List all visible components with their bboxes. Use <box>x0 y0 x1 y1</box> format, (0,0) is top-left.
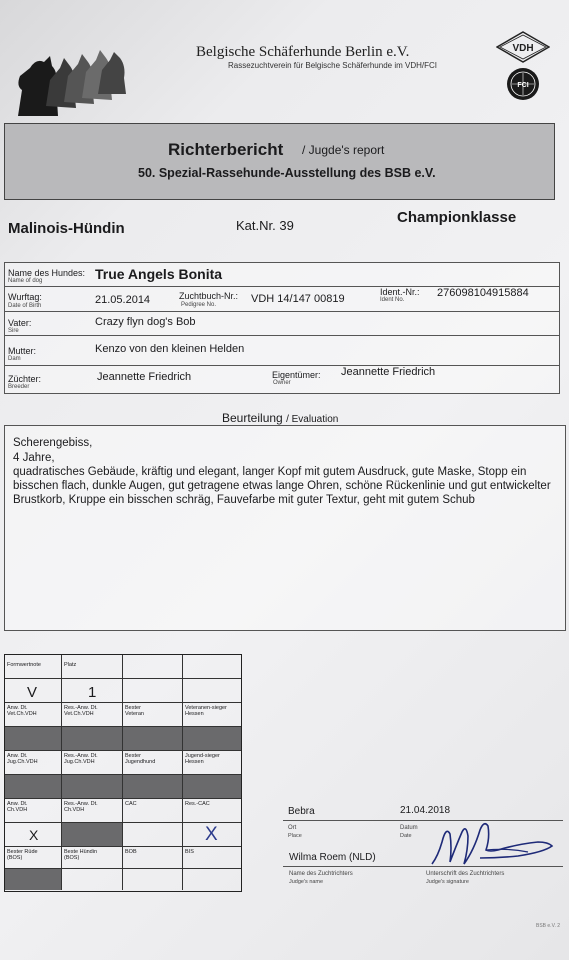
cell-dark <box>183 775 241 799</box>
anw-vet-label: Anw. Dt. Vet.Ch.VDH <box>7 705 37 717</box>
vdh-logo <box>496 31 550 63</box>
cell-dark <box>123 775 183 799</box>
dam-row <box>4 336 560 366</box>
sire-row <box>4 312 560 336</box>
zuchtbuch: VDH 14/147 00819 <box>251 293 345 305</box>
platz: 1 <box>88 684 97 701</box>
cell-empty <box>123 679 183 703</box>
class-label: Championklasse <box>397 209 517 226</box>
mutter: Kenzo von den kleinen Helden <box>95 343 245 355</box>
eigentuemer: Jeannette Friedrich <box>341 366 436 378</box>
cell-empty <box>62 869 123 890</box>
res-cac-label: Res.-CAC <box>185 801 210 807</box>
cell-empty <box>123 869 183 890</box>
res-jug-label: Res.-Anw. Dt. Jug.Ch.VDH <box>64 753 98 765</box>
judge-name-label-en: Judge's name <box>289 879 324 885</box>
res-ch-label: Res.-Anw. Dt. Ch.VDH <box>64 801 98 813</box>
place: Bebra <box>288 806 315 817</box>
evaluation-line: 4 Jahre, <box>13 452 55 464</box>
bob-label: BOB <box>125 849 137 855</box>
evaluation-box <box>4 425 566 631</box>
cell-empty <box>183 655 241 679</box>
org-subtitle: Rassezuchtverein für Belgische Schäferhunde im VDH/FCI <box>228 61 437 70</box>
bester-veteran-label: Bester Veteran <box>125 705 144 717</box>
dog-name: True Angels Bonita <box>95 266 223 282</box>
evaluation-title-de: Beurteilung <box>222 411 283 425</box>
wurftag-label-en: Date of Birth <box>8 303 42 309</box>
cell-empty <box>183 679 241 703</box>
vater-label: Vater: <box>8 318 32 328</box>
ident-label-en: Ident No. <box>380 297 405 303</box>
platz-label: Platz <box>64 662 77 668</box>
zuchtbuch-label: Zuchtbuch-Nr.: <box>179 291 239 301</box>
dogs-logo <box>6 28 128 118</box>
datum-label: Datum <box>400 825 418 831</box>
judge-signature <box>428 812 558 872</box>
fci-logo <box>506 67 540 101</box>
cell-platz-label <box>62 655 123 679</box>
zuechter-label-en: Breeder <box>8 384 30 390</box>
veteranensieger-label: Veteranen-sieger Hessen <box>185 705 227 717</box>
cell-res-vet <box>62 703 123 727</box>
dog-name-row <box>4 262 560 287</box>
cell-jugendsieger <box>183 751 241 775</box>
cell-formwertnote <box>5 679 62 703</box>
ident-label: Ident.-Nr.: <box>380 287 420 297</box>
ident: 276098104915884 <box>437 287 529 299</box>
cell-anw-ch <box>5 799 62 823</box>
org-name: Belgische Schäferhunde Berlin e.V. <box>196 44 410 60</box>
cell-platz <box>62 679 123 703</box>
zuechter: Jeannette Friedrich <box>97 371 192 383</box>
anw-ch-label: Anw. Dt. Ch.VDH <box>7 801 28 813</box>
cell-dark <box>5 727 62 751</box>
cell-anw-vet <box>5 703 62 727</box>
bis-label: BIS <box>185 849 194 855</box>
breeder-row <box>4 366 560 394</box>
mutter-label: Mutter: <box>8 346 37 356</box>
evaluation-line: quadratisches Gebäude, kräftig und elegant, langer Kopf mit gutem Ausdruck, gute Maske, Stopp ein <box>13 466 527 478</box>
title-main: Richterbericht <box>168 140 284 159</box>
eigentuemer-label-en: Owner <box>273 380 291 386</box>
cell-empty <box>123 655 183 679</box>
cell-cac-mark <box>123 823 183 847</box>
evaluation-title-en: / Evaluation <box>286 414 339 425</box>
cell-bester-ruede <box>5 847 62 869</box>
cell-veteranensieger <box>183 703 241 727</box>
bester-ruede-label: Bester Rüde (BOS) <box>7 849 38 861</box>
title-report: / Jugde's report <box>302 143 385 157</box>
evaluation-line: Brustkorb, Kruppe ein bisschen schräg, Fauvefarbe mit guter Textur, geht mit gutem Schub <box>13 494 475 506</box>
wurftag-label: Wurftag: <box>8 292 42 302</box>
cell-dark <box>5 869 62 890</box>
wurftag: 21.05.2014 <box>95 294 151 306</box>
grade-grid <box>4 654 242 892</box>
birth-row <box>4 287 560 312</box>
cell-dark <box>62 775 123 799</box>
cell-beste-huendin <box>62 847 123 869</box>
cell-dark <box>5 775 62 799</box>
res-cac-mark: X <box>205 824 218 845</box>
cell-bis <box>183 847 241 869</box>
cell-anw-jug <box>5 751 62 775</box>
footer-note: BSB e.V. 2 <box>536 923 560 929</box>
res-vet-label: Res.-Anw. Dt. Vet.Ch.VDH <box>64 705 98 717</box>
vater: Crazy flyn dog's Bob <box>95 316 196 328</box>
zuechter-label: Züchter: <box>8 374 42 384</box>
date: 21.04.2018 <box>400 805 451 816</box>
ort-label-en: Place <box>288 833 302 839</box>
cell-res-jug <box>62 751 123 775</box>
cell-bester-veteran <box>123 703 183 727</box>
signature-label: Unterschrift des Zuchtrichters <box>426 871 505 877</box>
cell-res-cac-mark <box>183 823 241 847</box>
cell-anw-ch-mark <box>5 823 62 847</box>
cell-empty <box>183 869 241 890</box>
datum-label-en: Date <box>400 833 412 839</box>
vater-label-en: Sire <box>8 328 19 334</box>
cell-cac <box>123 799 183 823</box>
title-box <box>4 123 555 200</box>
bester-jugend-label: Bester Jugendhund <box>125 753 156 765</box>
eigentuemer-label: Eigentümer: <box>272 370 321 380</box>
cell-dark <box>183 727 241 751</box>
judge-name: Wilma Roem (NLD) <box>289 852 376 863</box>
vdh-logo-text: VDH <box>512 43 534 54</box>
fci-logo-text: FCI <box>517 82 529 89</box>
evaluation-title <box>222 411 338 425</box>
cell-bob <box>123 847 183 869</box>
cell-res-cac <box>183 799 241 823</box>
cell-dark <box>62 823 123 847</box>
dog-name-label: Name des Hundes: <box>8 268 86 278</box>
cac-label: CAC <box>125 801 137 807</box>
catalog-number: Kat.Nr. 39 <box>236 218 294 233</box>
anw-ch-mark: X <box>29 827 39 843</box>
breed-label: Malinois-Hündin <box>8 220 125 237</box>
evaluation-line: bisschen flach, dunkle Augen, gut getragene etwas lange Ohren, schöne Rückenlinie und gut entwickelter <box>13 480 551 492</box>
judge-name-label: Name des Zuchtrichters <box>289 871 353 877</box>
formwertnote: V <box>27 684 38 701</box>
zuchtbuch-label-en: Pedigree No. <box>181 302 217 308</box>
formwertnote-label: Formwertnote <box>7 662 41 668</box>
title-show: 50. Spezial-Rassehunde-Ausstellung des BSB e.V. <box>138 166 436 180</box>
beste-huendin-label: Beste Hündin (BOS) <box>64 849 98 861</box>
cell-formwertnote-label <box>5 655 62 679</box>
mutter-label-en: Dam <box>8 356 21 362</box>
jugendsieger-label: Jugend-sieger Hessen <box>185 753 220 765</box>
cell-res-ch <box>62 799 123 823</box>
signature-label-en: Judge's signature <box>426 879 469 885</box>
dog-name-label-en: Name of dog <box>8 278 43 284</box>
anw-jug-label: Anw. Dt. Jug.Ch.VDH <box>7 753 38 765</box>
ort-label: Ort <box>288 825 297 831</box>
cell-dark <box>123 727 183 751</box>
evaluation-line: Scherengebiss, <box>13 437 93 449</box>
cell-dark <box>62 727 123 751</box>
cell-bester-jugend <box>123 751 183 775</box>
